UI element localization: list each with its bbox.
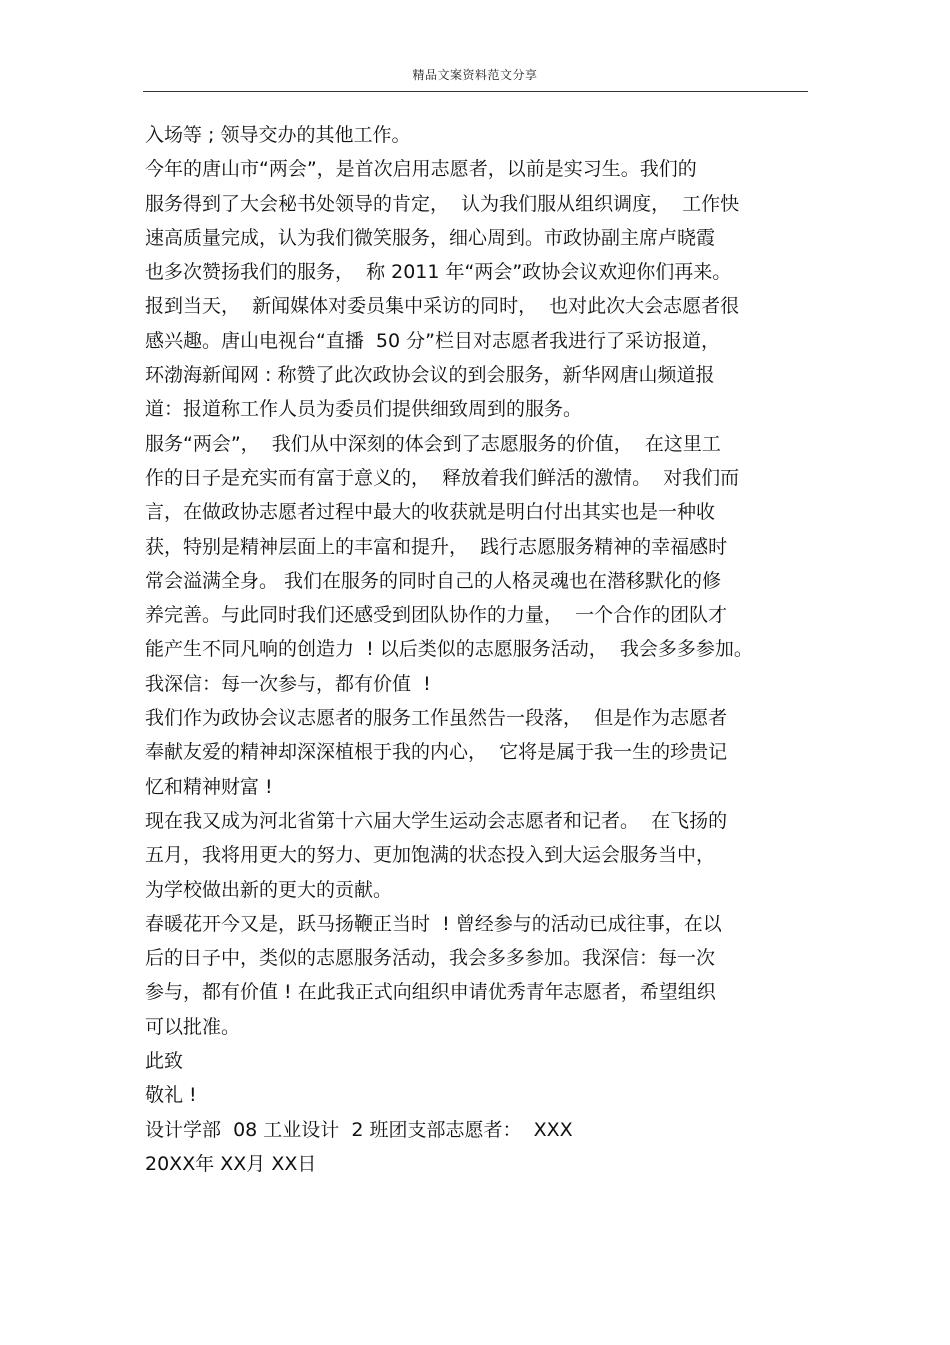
body-line: 我们作为政协会议志愿者的服务工作虽然告一段落， 但是作为志愿者 xyxy=(145,707,728,730)
body-line: 速高质量完成，认为我们微笑服务，细心周到。市政协副主席卢晓霞 xyxy=(145,226,716,249)
body-line: 服务“两会”， 我们从中深刻的体会到了志愿服务的价值， 在这里工 xyxy=(145,432,721,455)
body-line: 奉献友爱的精神却深深植根于我的内心， 它将是属于我一生的珍贵记 xyxy=(145,741,728,764)
body-line: 环渤海新闻网 : 称赞了此次政协会议的到会服务，新华网唐山频道报 xyxy=(145,364,715,387)
body-line: 言，在做政协志愿者过程中最大的收获就是明白付出其实也是一种收 xyxy=(145,501,716,524)
body-line: 春暖花开今又是，跃马扬鞭正当时 ! 曾经参与的活动已成往事，在以 xyxy=(145,912,722,935)
body-line: 养完善。与此同时我们还感受到团队协作的力量， 一个合作的团队才 xyxy=(145,604,728,627)
body-line: 也多次赞扬我们的服务， 称 2011 年“两会”政协会议欢迎你们再来。 xyxy=(145,261,732,284)
body-line: 忆和精神财富 ! xyxy=(145,775,273,798)
body-line: 现在我又成为河北省第十六届大学生运动会志愿者和记者。 在飞扬的 xyxy=(145,809,728,832)
body-line: 道：报道称工作人员为委员们提供细致周到的服务。 xyxy=(145,398,583,421)
body-line: 今年的唐山市“两会”，是首次启用志愿者，以前是实习生。我们的 xyxy=(145,158,697,181)
body-line: 能产生不同凡响的创造力 ! 以后类似的志愿服务活动， 我会多多参加。 xyxy=(145,638,753,661)
signature-line: 设计学部 08 工业设计 2 班团支部志愿者： XXX xyxy=(145,1118,573,1141)
header-rule xyxy=(143,91,808,92)
date-line: 20XX年 XX月 XX日 xyxy=(145,1152,317,1175)
body-line: 参与，都有价值 ! 在此我正式向组织申请优秀青年志愿者，希望组织 xyxy=(145,981,716,1004)
body-line: 报到当天， 新闻媒体对委员集中采访的同时， 也对此次大会志愿者很 xyxy=(145,295,740,318)
body-line: 作的日子是充实而有富于意义的， 释放着我们鲜活的激情。 对我们而 xyxy=(145,466,740,489)
body-line: 感兴趣。唐山电视台“直播 50 分”栏目对志愿者我进行了采访报道， xyxy=(145,329,720,352)
body-line: 为学校做出新的更大的贡献。 xyxy=(145,878,393,901)
body-line: 入场等 ; 领导交办的其他工作。 xyxy=(145,124,411,146)
body-line: 我深信：每一次参与，都有价值 ! xyxy=(145,672,431,695)
closing-line: 此致 xyxy=(145,1050,184,1073)
body-line: 可以批准。 xyxy=(145,1015,241,1038)
body-line: 五月，我将用更大的努力、更加饱满的状态投入到大运会服务当中， xyxy=(145,844,716,867)
document-body xyxy=(145,118,810,1181)
body-line: 常会溢满全身。 我们在服务的同时自己的人格灵魂也在潜移默化的修 xyxy=(145,569,722,592)
body-line: 后的日子中，类似的志愿服务活动，我会多多参加。我深信：每一次 xyxy=(145,947,716,970)
page-header: 精品文案资料范文分享 xyxy=(412,68,538,82)
body-line: 服务得到了大会秘书处领导的肯定， 认为我们服从组织调度， 工作快 xyxy=(145,192,740,215)
closing-line: 敬礼 ! xyxy=(145,1084,197,1107)
body-line: 获，特别是精神层面上的丰富和提升， 践行志愿服务精神的幸福感时 xyxy=(145,535,728,558)
